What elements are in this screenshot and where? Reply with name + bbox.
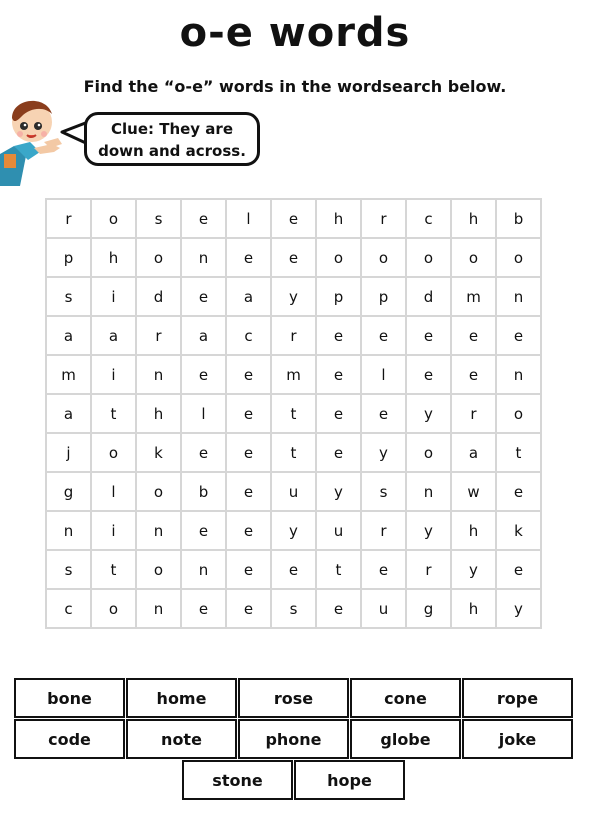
grid-cell[interactable]: h [451, 589, 496, 628]
grid-cell[interactable]: n [496, 277, 541, 316]
grid-cell[interactable]: s [361, 472, 406, 511]
grid-cell[interactable]: e [226, 433, 271, 472]
grid-cell[interactable]: y [361, 433, 406, 472]
grid-cell[interactable]: e [271, 550, 316, 589]
grid-cell[interactable]: g [46, 472, 91, 511]
grid-cell[interactable]: d [406, 277, 451, 316]
grid-row [46, 277, 541, 316]
grid-cell[interactable]: t [271, 394, 316, 433]
grid-cell[interactable]: e [226, 550, 271, 589]
word-bank-item: hope [294, 760, 405, 800]
grid-cell[interactable]: a [226, 277, 271, 316]
grid-cell[interactable]: o [91, 199, 136, 238]
grid-cell[interactable]: t [91, 394, 136, 433]
grid-cell[interactable]: e [226, 394, 271, 433]
word-bank-item: globe [350, 719, 461, 759]
grid-cell[interactable]: e [496, 550, 541, 589]
grid-cell[interactable]: n [496, 355, 541, 394]
grid-cell[interactable]: e [226, 589, 271, 628]
grid-cell[interactable]: r [451, 394, 496, 433]
grid-cell[interactable]: t [271, 433, 316, 472]
grid-cell[interactable]: e [406, 355, 451, 394]
grid-cell[interactable]: o [496, 394, 541, 433]
grid-row [46, 511, 541, 550]
grid-cell[interactable]: r [46, 199, 91, 238]
grid-cell[interactable]: n [136, 589, 181, 628]
grid-cell[interactable]: e [316, 394, 361, 433]
word-bank [14, 678, 574, 800]
grid-cell[interactable]: p [361, 277, 406, 316]
grid-cell[interactable]: s [46, 277, 91, 316]
grid-cell[interactable]: r [136, 316, 181, 355]
grid-cell[interactable]: o [136, 238, 181, 277]
grid-cell[interactable]: e [496, 472, 541, 511]
clue-line-2: down and across. [98, 142, 246, 160]
grid-cell[interactable]: t [316, 550, 361, 589]
page-title: o-e words [179, 10, 411, 56]
grid-cell[interactable]: i [91, 355, 136, 394]
grid-cell[interactable]: h [316, 199, 361, 238]
grid-cell[interactable]: h [451, 199, 496, 238]
grid-cell[interactable]: c [406, 199, 451, 238]
grid-cell[interactable]: a [46, 394, 91, 433]
wordsearch-grid [45, 198, 542, 629]
grid-cell[interactable]: y [406, 511, 451, 550]
word-bank-item: note [126, 719, 237, 759]
grid-cell[interactable]: y [271, 277, 316, 316]
grid-cell[interactable]: k [496, 511, 541, 550]
grid-cell[interactable]: e [361, 550, 406, 589]
grid-row [46, 472, 541, 511]
grid-cell[interactable]: l [91, 472, 136, 511]
grid-cell[interactable]: w [451, 472, 496, 511]
grid-cell[interactable]: o [496, 238, 541, 277]
clue-line-1: Clue: They are [111, 120, 233, 138]
grid-cell[interactable]: e [451, 316, 496, 355]
word-bank-item: home [126, 678, 237, 718]
grid-cell[interactable]: o [406, 238, 451, 277]
grid-cell[interactable]: y [406, 394, 451, 433]
grid-cell[interactable]: g [406, 589, 451, 628]
word-bank-item: phone [238, 719, 349, 759]
grid-cell[interactable]: e [226, 238, 271, 277]
grid-cell[interactable]: o [451, 238, 496, 277]
grid-row [46, 433, 541, 472]
grid-cell[interactable]: n [136, 355, 181, 394]
grid-cell[interactable]: h [136, 394, 181, 433]
grid-cell[interactable]: o [316, 238, 361, 277]
grid-cell[interactable]: e [361, 316, 406, 355]
word-bank-row-2 [14, 719, 574, 759]
grid-cell[interactable]: s [271, 589, 316, 628]
grid-cell[interactable]: t [496, 433, 541, 472]
grid-cell[interactable]: e [181, 277, 226, 316]
clue-bubble [84, 112, 260, 166]
grid-row [46, 355, 541, 394]
grid-cell[interactable]: r [361, 199, 406, 238]
grid-cell[interactable]: j [46, 433, 91, 472]
grid-cell[interactable]: a [451, 433, 496, 472]
word-bank-row-3 [14, 760, 574, 800]
word-bank-item: cone [350, 678, 461, 718]
grid-row [46, 550, 541, 589]
grid-cell[interactable]: h [451, 511, 496, 550]
grid-row [46, 238, 541, 277]
grid-row [46, 316, 541, 355]
grid-cell[interactable]: e [271, 199, 316, 238]
grid-cell[interactable]: p [46, 238, 91, 277]
grid-cell[interactable]: y [496, 589, 541, 628]
grid-cell[interactable]: e [181, 355, 226, 394]
grid-cell[interactable]: o [136, 550, 181, 589]
word-bank-row-1 [14, 678, 574, 718]
grid-cell[interactable]: e [316, 589, 361, 628]
grid-cell[interactable]: o [91, 589, 136, 628]
grid-cell[interactable]: e [316, 433, 361, 472]
grid-cell[interactable]: r [361, 511, 406, 550]
grid-row [46, 589, 541, 628]
grid-cell[interactable]: m [46, 355, 91, 394]
grid-cell[interactable]: e [181, 433, 226, 472]
grid-cell[interactable]: e [181, 199, 226, 238]
grid-cell[interactable]: s [136, 199, 181, 238]
grid-cell[interactable]: l [226, 199, 271, 238]
grid-cell[interactable]: y [316, 472, 361, 511]
grid-cell[interactable]: e [226, 355, 271, 394]
grid-cell[interactable]: e [316, 355, 361, 394]
grid-cell[interactable]: e [226, 472, 271, 511]
word-bank-item: bone [14, 678, 125, 718]
grid-cell[interactable]: l [181, 394, 226, 433]
grid-cell[interactable]: r [406, 550, 451, 589]
grid-cell[interactable]: e [496, 316, 541, 355]
grid-cell[interactable]: e [361, 394, 406, 433]
grid-cell[interactable]: i [91, 511, 136, 550]
grid-cell[interactable]: e [181, 511, 226, 550]
grid-row [46, 394, 541, 433]
word-bank-item: rope [462, 678, 573, 718]
grid-cell[interactable]: o [361, 238, 406, 277]
word-bank-item: joke [462, 719, 573, 759]
grid-cell[interactable]: e [226, 511, 271, 550]
grid-cell[interactable]: h [91, 238, 136, 277]
grid-cell[interactable]: c [226, 316, 271, 355]
word-bank-item: code [14, 719, 125, 759]
grid-cell[interactable]: b [496, 199, 541, 238]
word-bank-item: rose [238, 678, 349, 718]
grid-cell[interactable]: c [46, 589, 91, 628]
grid-cell[interactable]: e [316, 316, 361, 355]
grid-cell[interactable]: u [271, 472, 316, 511]
grid-cell[interactable]: e [271, 238, 316, 277]
grid-cell[interactable]: e [406, 316, 451, 355]
grid-cell[interactable]: l [361, 355, 406, 394]
grid-cell[interactable]: u [316, 511, 361, 550]
grid-cell[interactable]: a [181, 316, 226, 355]
grid-cell[interactable]: n [406, 472, 451, 511]
grid-cell[interactable]: u [361, 589, 406, 628]
grid-cell[interactable]: e [181, 589, 226, 628]
grid-cell[interactable]: o [406, 433, 451, 472]
grid-cell[interactable]: a [91, 316, 136, 355]
grid-cell[interactable]: y [271, 511, 316, 550]
grid-cell[interactable]: m [451, 277, 496, 316]
grid-cell[interactable]: e [451, 355, 496, 394]
grid-cell[interactable]: o [136, 472, 181, 511]
instruction-text: Find the “o-e” words in the wordsearch below. [83, 77, 507, 96]
grid-cell[interactable]: a [46, 316, 91, 355]
grid-cell[interactable]: n [181, 550, 226, 589]
grid-cell[interactable]: o [91, 433, 136, 472]
grid-cell[interactable]: b [181, 472, 226, 511]
grid-cell[interactable]: i [91, 277, 136, 316]
grid-cell[interactable]: p [316, 277, 361, 316]
grid-cell[interactable]: n [181, 238, 226, 277]
grid-cell[interactable]: s [46, 550, 91, 589]
word-bank-item: stone [182, 760, 293, 800]
grid-cell[interactable]: k [136, 433, 181, 472]
grid-cell[interactable]: r [271, 316, 316, 355]
grid-cell[interactable]: t [91, 550, 136, 589]
grid-cell[interactable]: n [46, 511, 91, 550]
grid-cell[interactable]: m [271, 355, 316, 394]
grid-cell[interactable]: n [136, 511, 181, 550]
grid-cell[interactable]: y [451, 550, 496, 589]
grid-cell[interactable]: d [136, 277, 181, 316]
grid-row [46, 199, 541, 238]
